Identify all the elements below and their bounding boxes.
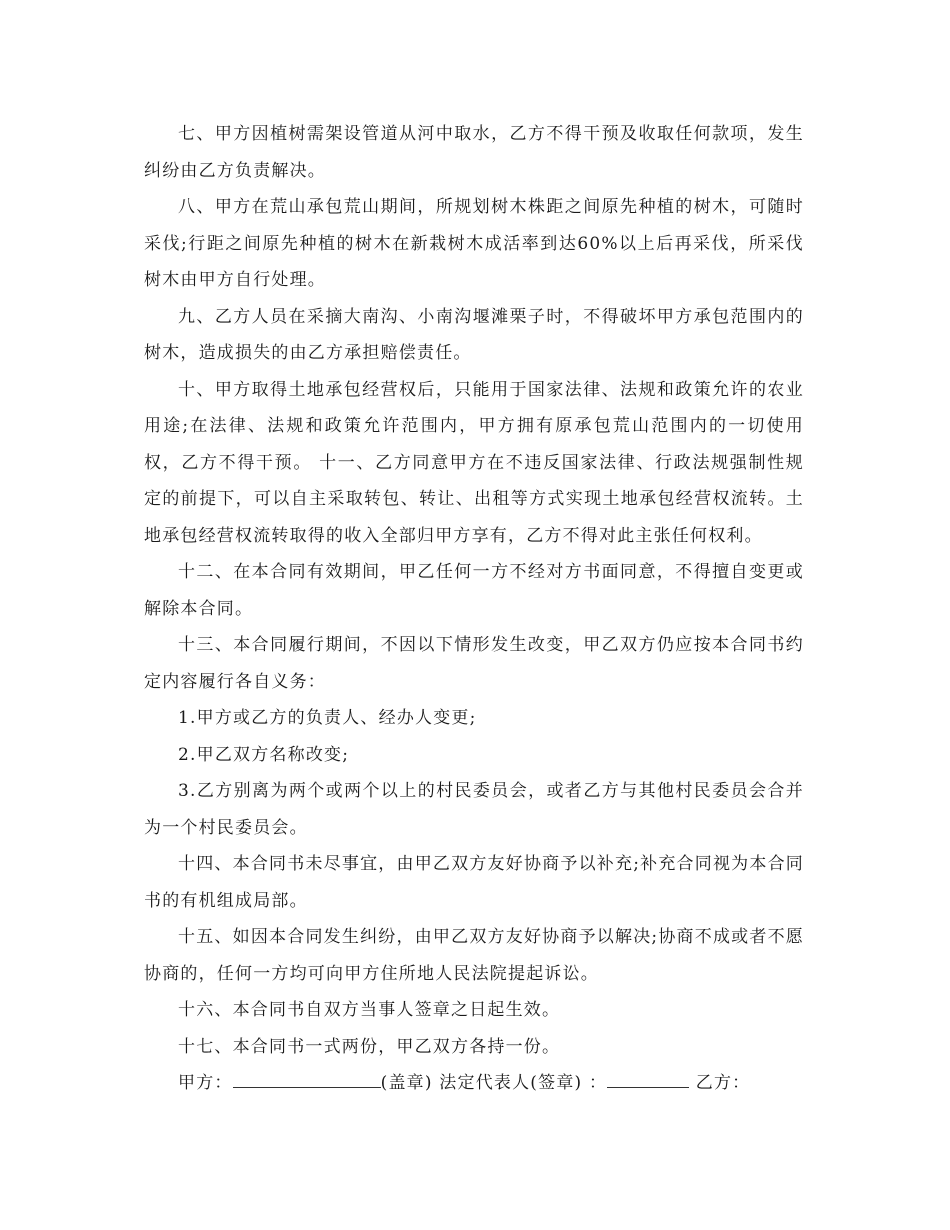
clause-8: 八、甲方在荒山承包荒山期间，所规划树木株距之间原先种植的树木，可随时采伐;行距之间原先种植的树木在新栽树木成活率到达60%以上后再采伐，所采伐树木由甲方自行处理。 (144, 197, 804, 290)
party-a-blank[interactable] (233, 1069, 381, 1088)
clause-7: 七、甲方因植树需架设管道从河中取水，乙方不得干预及收取任何款项，发生纠纷由乙方负责解决。 (144, 124, 804, 181)
clause-9: 九、乙方人员在采摘大南沟、小南沟堰滩栗子时，不得破坏甲方承包范围内的树木，造成损失的由乙方承担赔偿责任。 (144, 306, 804, 363)
clause-15: 十五、如因本合同发生纠纷，由甲乙双方友好协商予以解决;协商不成或者不愿协商的，任何一方均可向甲方住所地人民法院提起诉讼。 (144, 927, 804, 984)
clause-13: 十三、本合同履行期间，不因以下情形发生改变，甲乙双方仍应按本合同书约定内容履行各自义务： (144, 635, 804, 692)
clause-13-item-1: 1.甲方或乙方的负责人、经办人变更; (178, 708, 477, 728)
signature-line (144, 1065, 804, 1102)
clause-10-11: 十、甲方取得土地承包经营权后，只能用于国家法律、法规和政策允许的农业用途;在法律、法规和政策允许范围内，甲方拥有原承包荒山范围内的一切使用权，乙方不得干预。 十一、乙方同意甲方在不违反国家法律、行政法规强制性规定的前提下，可以自主采取转包、转让、出租等方式实现土地承包经营权流转。土地承包经营权流转取得的收入全部归甲方享有，乙方不得对此主张任何权利。 (144, 379, 804, 546)
contract-body (144, 116, 804, 1102)
party-b-label: 乙方： (695, 1073, 751, 1093)
clause-16: 十六、本合同书自双方当事人签章之日起生效。 (178, 1000, 561, 1020)
legal-rep-blank[interactable] (607, 1069, 689, 1088)
clause-17: 十七、本合同书一式两份，甲乙双方各持一份。 (178, 1036, 561, 1057)
party-a-label: 甲方： (178, 1073, 233, 1093)
seal-label: (盖章) (380, 1073, 433, 1093)
legal-rep-label: 法定代表人(签章) ： (439, 1073, 608, 1093)
clause-13-item-3: 3.乙方别离为两个或两个以上的村民委员会，或者乙方与其他村民委员会合并为一个村民委员会。 (144, 781, 804, 838)
clause-12: 十二、在本合同有效期间，甲乙任何一方不经对方书面同意，不得擅自变更或解除本合同。 (144, 562, 804, 619)
clause-13-item-2: 2.甲乙双方名称改变; (178, 744, 350, 765)
clause-14: 十四、本合同书未尽事宜，由甲乙双方友好协商予以补充;补充合同视为本合同书的有机组成局部。 (144, 854, 804, 911)
